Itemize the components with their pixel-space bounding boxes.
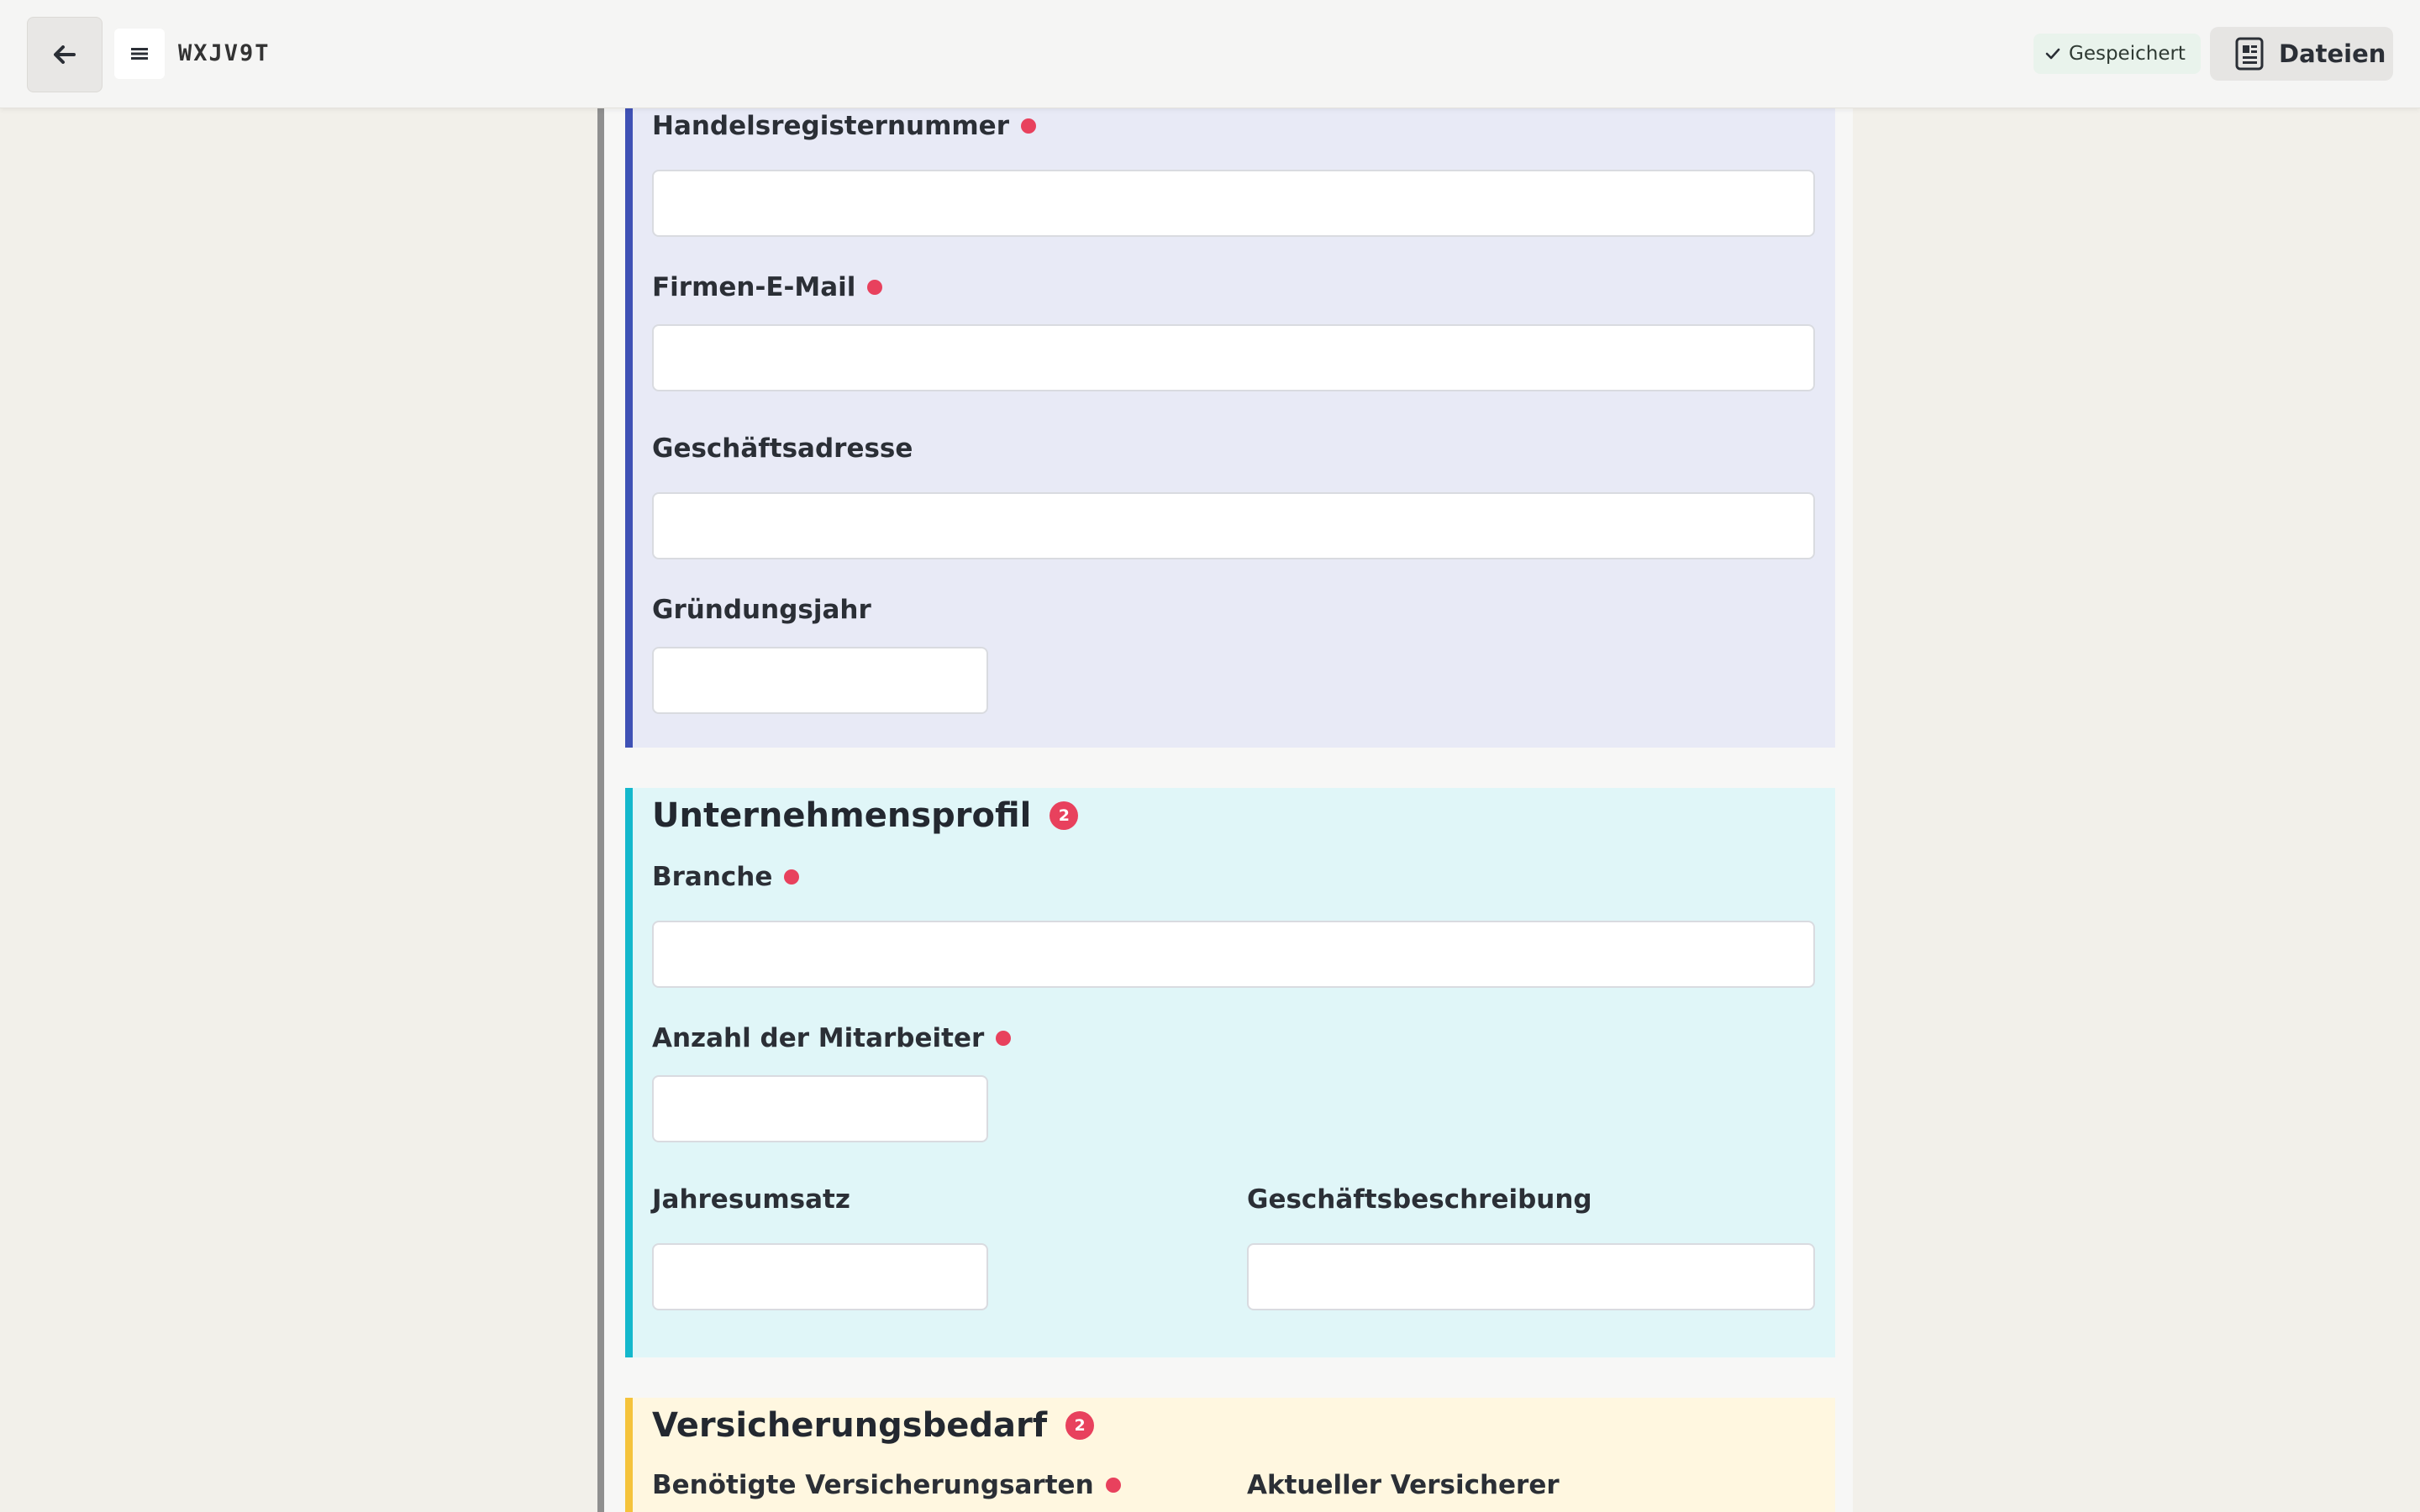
company-profile-title: Unternehmensprofil 2 <box>652 796 1078 835</box>
page-edge <box>597 108 604 1512</box>
business-description-input[interactable] <box>1247 1243 1815 1310</box>
required-marker <box>996 1031 1011 1046</box>
annual-revenue-label: Jahresumsatz <box>652 1184 850 1215</box>
saved-status-label: Gespeichert <box>2069 43 2186 65</box>
hamburger-menu-icon <box>131 47 148 60</box>
files-label: Dateien <box>2279 39 2386 68</box>
industry-input[interactable] <box>652 921 1815 988</box>
annual-revenue-input[interactable] <box>652 1243 988 1310</box>
files-button[interactable] <box>2210 27 2393 81</box>
required-marker <box>1021 118 1036 134</box>
industry-label: Branche <box>652 862 799 892</box>
missing-fields-count-badge: 2 <box>1050 801 1078 830</box>
employee-count-label: Anzahl der Mitarbeiter <box>652 1023 1011 1053</box>
company-email-label: Firmen-E-Mail <box>652 272 882 302</box>
employee-count-input[interactable] <box>652 1075 988 1142</box>
document-icon <box>2235 37 2264 71</box>
business-description-label: Geschäftsbeschreibung <box>1247 1184 1592 1215</box>
checkmark-icon <box>2045 47 2060 60</box>
top-bar <box>0 0 2420 108</box>
form-code: WXJV9T <box>178 40 271 66</box>
register-number-label: Handelsregisternummer <box>652 111 1036 141</box>
menu-button[interactable] <box>114 29 165 79</box>
required-insurance-types-label: Benötigte Versicherungsarten <box>652 1470 1121 1500</box>
missing-fields-count-badge: 2 <box>1065 1411 1094 1440</box>
founding-year-input[interactable] <box>652 647 988 714</box>
required-marker <box>784 869 799 885</box>
insurance-needs-title: Versicherungsbedarf 2 <box>652 1406 1094 1445</box>
founding-year-label: Gründungsjahr <box>652 595 871 625</box>
required-marker <box>1106 1478 1121 1493</box>
register-number-input[interactable] <box>652 170 1815 237</box>
arrow-left-icon <box>54 45 76 64</box>
back-button[interactable] <box>27 17 103 92</box>
required-marker <box>867 280 882 295</box>
current-insurer-label: Aktueller Versicherer <box>1247 1470 1560 1500</box>
business-address-label: Geschäftsadresse <box>652 433 913 464</box>
company-email-input[interactable] <box>652 324 1815 391</box>
business-address-input[interactable] <box>652 492 1815 559</box>
saved-status-badge <box>2033 34 2201 74</box>
